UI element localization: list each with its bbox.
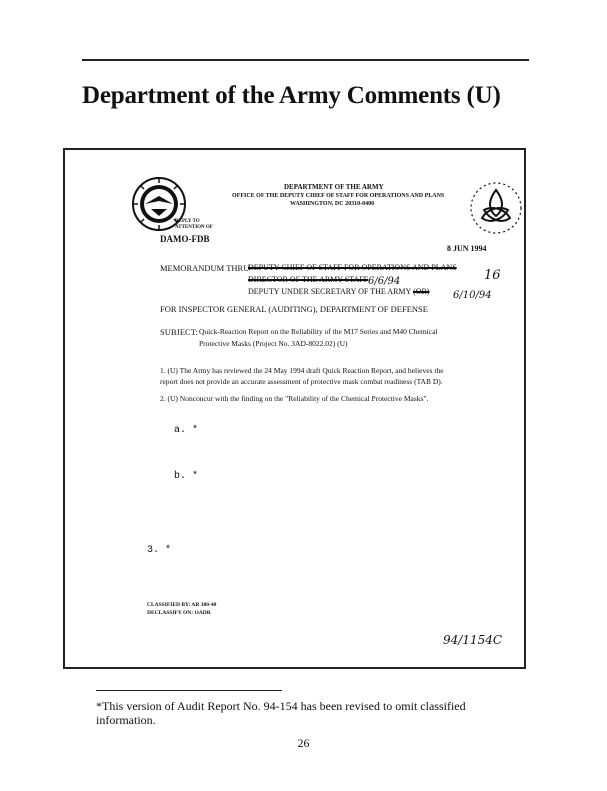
thru-struck-line2: DIRECTOR OF THE ARMY STAFF — [248, 275, 369, 284]
memo-date: 8 JUN 1994 — [447, 244, 487, 253]
page-title: Department of the Army Comments (U) — [82, 82, 501, 109]
memorandum-thru-label: MEMORANDUM THRU — [160, 263, 250, 273]
footnote: *This version of Audit Report No. 94-154 has been revised to omit classified information. — [96, 699, 466, 728]
paragraph-1-line1: 1. (U) The Army has reviewed the 24 May 1994 draft Quick Reaction Report, and believes the — [160, 366, 444, 375]
item-3: 3. * — [147, 545, 172, 556]
handwritten-note-1: 16 — [484, 268, 501, 283]
page-number: 26 — [297, 736, 310, 750]
thru-line3 — [248, 288, 429, 296]
thru-struck-line1: DEPUTY CHIEF OF STAFF FOR OPERATIONS AND PLANS — [248, 263, 457, 272]
classified-by: CLASSIFIED BY: AR 380-40 — [147, 602, 217, 608]
declassify-on: DECLASSIFY ON: OADR — [147, 610, 211, 616]
subject-line1: Quick-Reaction Report on the Reliability of the M17 Series and M40 Chemical — [199, 327, 438, 336]
staff-emblem-icon — [468, 180, 524, 236]
subject-line2: Protective Masks (Project No. 3AD-8022.02) (U) — [199, 339, 348, 348]
paragraph-2: 2. (U) Nonconcur with the finding on the "Reliability of the Chemical Protective Masks". — [160, 394, 429, 403]
control-number: 94/1154C — [443, 633, 503, 647]
paragraph-1-line2: report does not provide an accurate assessment of protective mask combat readiness (TAB D). — [160, 377, 443, 386]
office-symbol: DAMO-FDB — [160, 234, 210, 244]
handwritten-note-3: 6/10/94 — [453, 290, 492, 301]
footnote-rule — [96, 690, 282, 691]
handwritten-note-2: 6/6/94 — [368, 276, 401, 287]
thru-line3-struck: (OR) — [413, 287, 430, 296]
top-rule — [82, 59, 529, 61]
attention-of-label: ATTENTION OF — [175, 225, 213, 230]
item-b: b. * — [174, 471, 199, 482]
for-line: FOR INSPECTOR GENERAL (AUDITING), DEPARTMENT OF DEFENSE — [160, 304, 428, 314]
subject-label: SUBJECT: — [160, 327, 198, 337]
letterhead-line1: DEPARTMENT OF THE ARMY — [284, 183, 384, 191]
letterhead-line2: OFFICE OF THE DEPUTY CHIEF OF STAFF FOR OPERATIONS AND PLANS — [232, 193, 445, 199]
letterhead-line3: WASHINGTON, DC 20310-0400 — [290, 201, 375, 207]
item-a: a. * — [174, 425, 199, 436]
thru-line3-text: DEPUTY UNDER SECRETARY OF THE ARMY — [248, 287, 412, 296]
reply-to-label: REPLY TO — [175, 219, 200, 224]
